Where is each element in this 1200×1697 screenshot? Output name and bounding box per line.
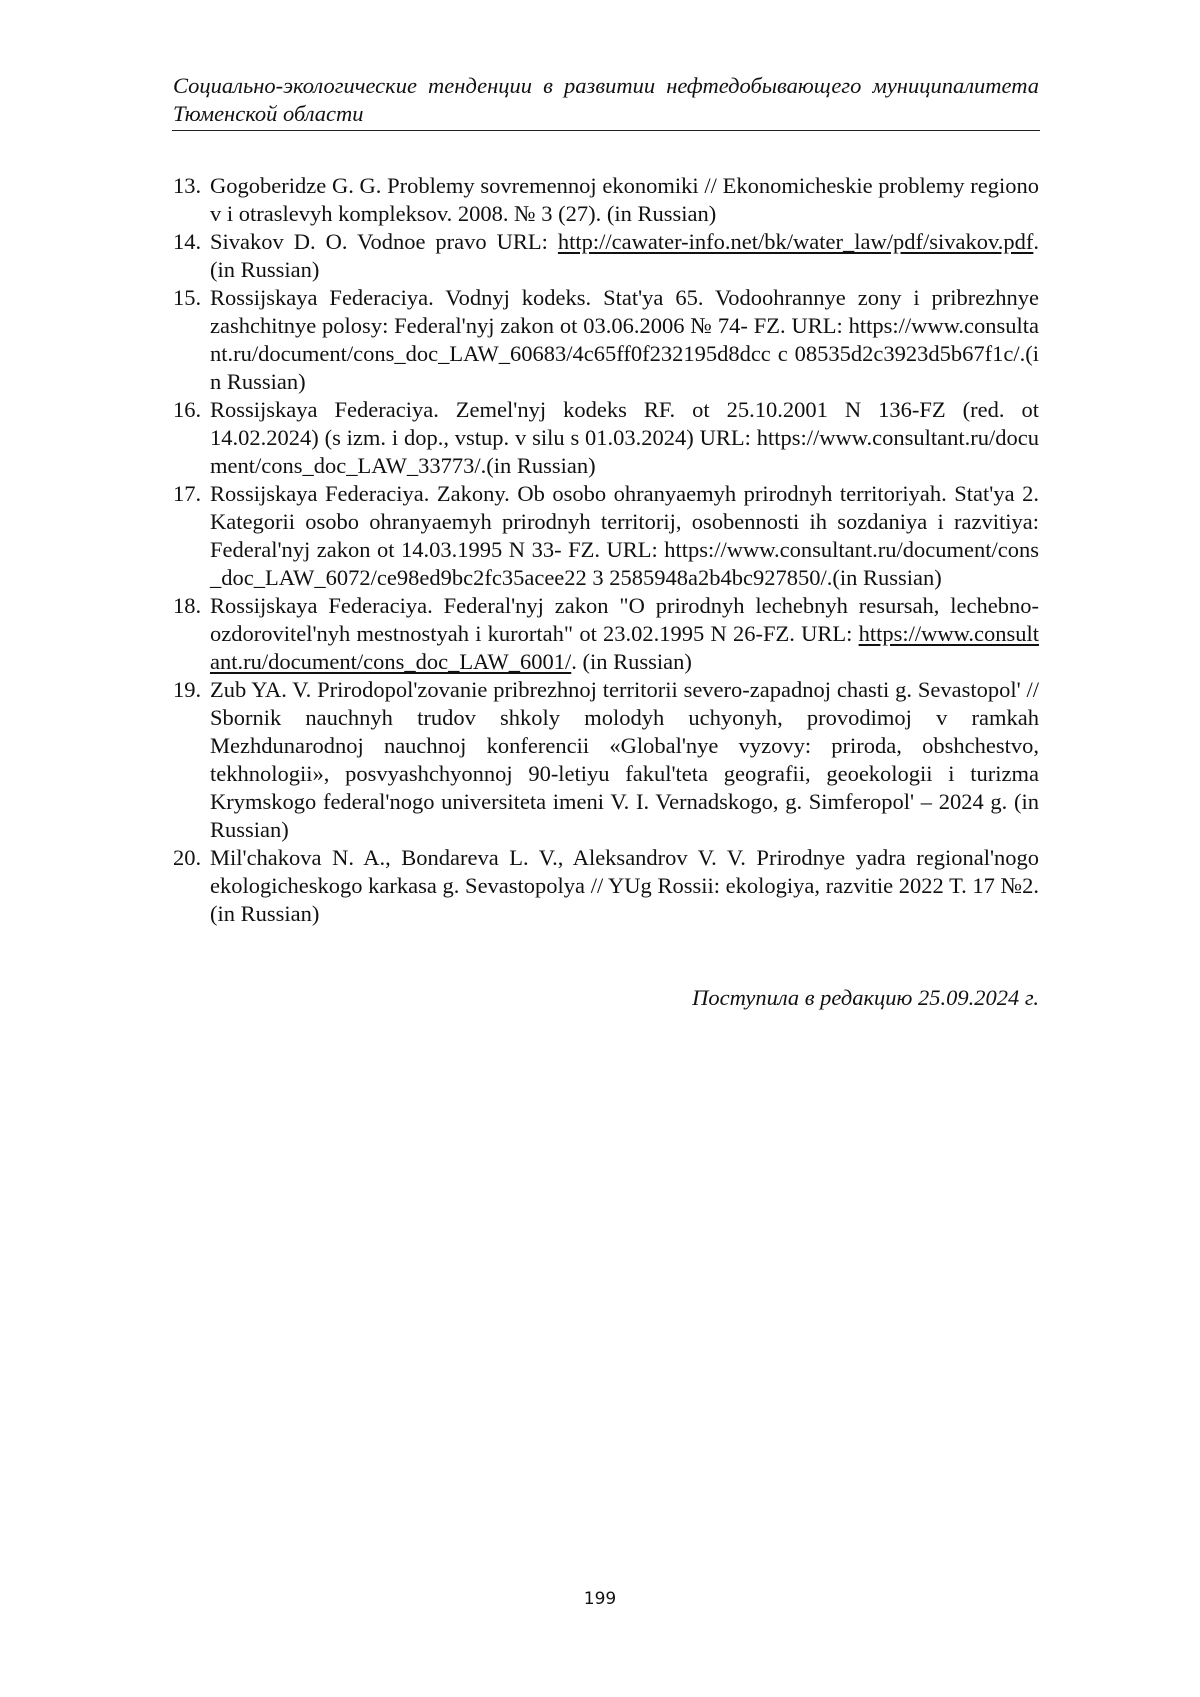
reference-suffix: . (in Russian) bbox=[210, 229, 1039, 282]
reference-link[interactable]: https://www.consultant.ru/document/cons_doc_LAW_6001/ bbox=[210, 621, 1039, 674]
page-number: 199 bbox=[583, 1589, 617, 1609]
reference-number: 14. bbox=[173, 229, 202, 254]
reference-text: Zub YA. V. Prirodopol'zovanie pribrezhnoj territorii severo-zapadnoj chasti g. Sevastopol' // Sbornik nauchnyh trudov shkoly molodyh uchyonyh, provodimoj v ramkah Mezhdunarodnoj nauchnoj konferencii «Global'nye vyzovy: priroda, obshchestvo, tekhnologii», posvyashchyonnoj 90-letiyu fakul'teta geografii, geoekologii i turizma Krymskogo federal'nogo universiteta imeni V. I. Vernadskogo, g. Simferopol' – 2024 g. (in Russian) bbox=[210, 677, 1039, 842]
reference-text: Rossijskaya Federaciya. Zemel'nyj kodeks RF. ot 25.10.2001 N 136-FZ (red. ot 14.02.2024) (s izm. i dop., vstup. v silu s 01.03.2024) URL: bbox=[210, 397, 1039, 450]
reference-number: 16. bbox=[173, 397, 202, 422]
received-date-note: Поступила в редакцию 25.09.2024 г. bbox=[692, 985, 1039, 1010]
reference-url: https://www.consultant.ru/document/cons_doc_LAW_60683/4c65ff0f232195d8dcc c 08535d2c3923d5b67f1c/.(in Russian) bbox=[210, 313, 1039, 394]
reference-number: 15. bbox=[173, 285, 202, 310]
reference-link[interactable]: http://cawater-info.net/bk/water_law/pdf/sivakov.pdf bbox=[557, 229, 1034, 254]
reference-item bbox=[173, 228, 1039, 284]
reference-list bbox=[173, 172, 1039, 928]
reference-item bbox=[173, 592, 1039, 676]
reference-suffix: . (in Russian) bbox=[571, 649, 692, 674]
reference-number: 20. bbox=[173, 845, 202, 870]
header-rule bbox=[172, 130, 1040, 131]
reference-item bbox=[173, 396, 1039, 480]
reference-text: Mil'chakova N. A., Bondareva L. V., Aleksandrov V. V. Prirodnye yadra regional'nogo ekologicheskogo karkasa g. Sevastopolya // YUg Rossii: ekologiya, razvitie 2022 T. 17 №2. (in Russian) bbox=[210, 845, 1039, 926]
running-header: Социально-экологические тенденции в развитии нефтедобывающего муниципалитета Тюменской области bbox=[173, 73, 1039, 126]
reference-number: 19. bbox=[173, 677, 202, 702]
reference-text: Rossijskaya Federaciya. Federal'nyj zakon "O prirodnyh lechebnyh resursah, lechebno-ozdorovitel'nyh mestnostyah i kurortah" ot 23.02.1995 N 26-FZ. URL: bbox=[210, 593, 1039, 646]
reference-text: Sivakov D. O. Vodnoe pravo URL: bbox=[210, 229, 558, 254]
reference-url: https://www.consultant.ru/document/cons_doc_LAW_33773/.(in Russian) bbox=[210, 425, 1039, 478]
reference-text: Rossijskaya Federaciya. Zakony. Ob osobo ohranyaemyh prirodnyh territoriyah. Stat'ya 2. Kategorii osobo ohranyaemyh prirodnyh territorij, osobennosti ih sozdaniya i razvitiya: Federal'nyj zakon ot 14.03.1995 N 33- FZ. URL: bbox=[210, 481, 1039, 562]
reference-item bbox=[173, 844, 1039, 928]
reference-item bbox=[173, 172, 1039, 228]
reference-item bbox=[173, 676, 1039, 844]
reference-text: Gogoberidze G. G. Problemy sovremennoj ekonomiki // Ekonomicheskie problemy regionov i otraslevyh kompleksov. 2008. № 3 (27). (in Russian) bbox=[210, 173, 1039, 226]
reference-item bbox=[173, 480, 1039, 592]
reference-number: 17. bbox=[173, 481, 202, 506]
reference-item bbox=[173, 284, 1039, 396]
reference-number: 18. bbox=[173, 593, 202, 618]
reference-text: Rossijskaya Federaciya. Vodnyj kodeks. Stat'ya 65. Vodoohrannye zony i pribrezhnye zashchitnye polosy: Federal'nyj zakon ot 03.06.2006 № 74- FZ. URL: bbox=[210, 285, 1039, 338]
reference-number: 13. bbox=[173, 173, 202, 198]
reference-url: https://www.consultant.ru/document/cons_doc_LAW_6072/ce98ed9bc2fc35acee22 3 2585948a2b4bc927850/.(in Russian) bbox=[210, 537, 1039, 590]
